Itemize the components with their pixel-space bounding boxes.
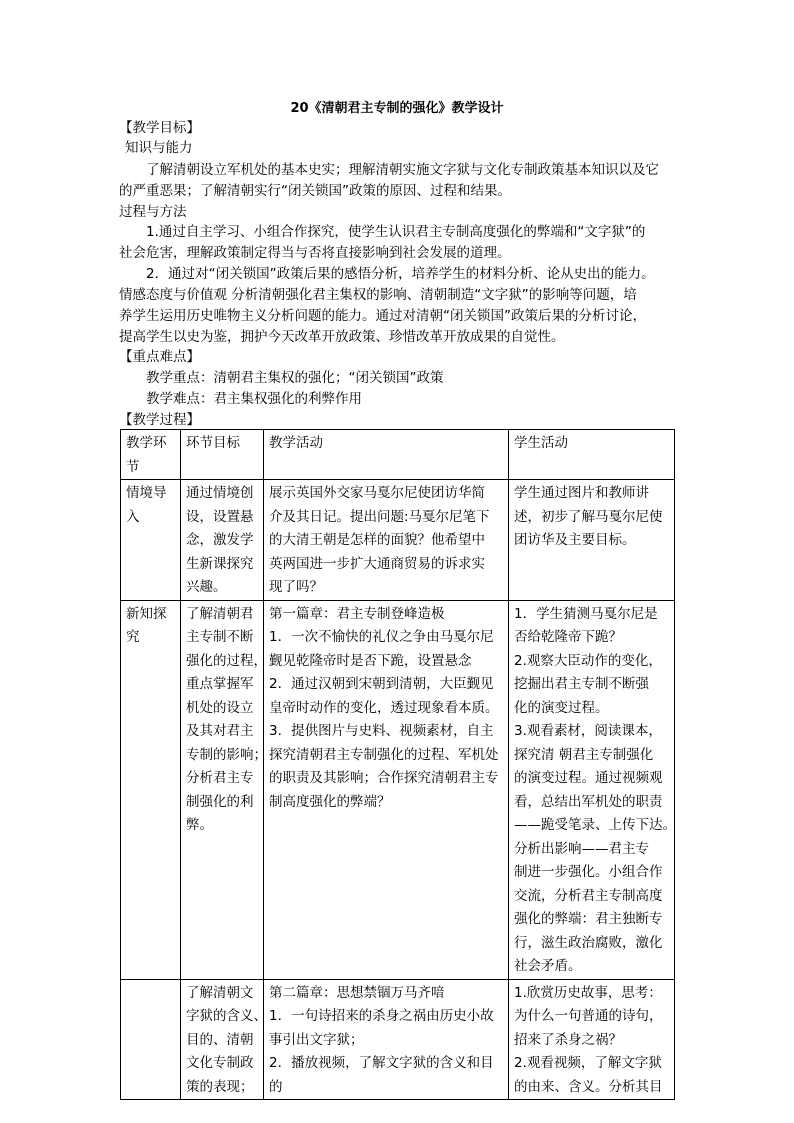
stage-cell bbox=[121, 979, 181, 1100]
header-stage: 教学环 节 bbox=[121, 430, 181, 480]
stage-cell: 情境导 入 bbox=[121, 480, 181, 601]
header-activity: 教学活动 bbox=[264, 430, 509, 480]
teaching-process-table bbox=[120, 429, 675, 1100]
student-cell: 学生通过图片和教师讲 述，初步了解马戛尔尼使 团访华及主要目标。 bbox=[509, 480, 675, 601]
attitude-line: 提高学生以史为鉴，拥护今天改革开放政策、珍惜改革开放成果的自觉性。 bbox=[119, 329, 565, 345]
table-row bbox=[121, 480, 675, 601]
knowledge-line: 了解清朝设立军机处的基本史实；理解清朝实施文字狱与文化专制政策基本知识以及它 bbox=[146, 162, 659, 178]
attitude-line: 情感态度与价值观 分析清朝强化君主集权的影响、清朝制造“文字狱”的影响等问题，培 bbox=[119, 287, 637, 303]
process-method-line: 2．通过对“闭关锁国”政策后果的感悟分析，培养学生的材料分析、论从史出的能力。 bbox=[146, 266, 655, 282]
header-student: 学生活动 bbox=[509, 430, 675, 480]
stage-cell: 新知探 究 bbox=[121, 600, 181, 979]
student-cell: 1．学生猜测马戛尔尼是 否给乾隆帝下跪？ 2.观察大臣动作的变化， 挖掘出君主专制不断强 化的演变过程。 3.观看素材，阅读课本， 探究清 朝君主专制强化 的演变过程。通过视频观 看，总结出军机处的职责 ——跪受笔录、上传下达。 分析出影响——君主专 制进一步强化。小组合作 交流，分析君主专制高度 强化的弊端：君主独断专 行，滋生政治腐败，激化 社会矛盾。 bbox=[509, 600, 675, 979]
goal-cell: 了解清朝文 字狱的含义、 目的、清朝 文化专制政 策的表现； bbox=[181, 979, 264, 1100]
table-row bbox=[121, 979, 675, 1100]
header-goal: 环节目标 bbox=[181, 430, 264, 480]
activity-cell: 展示英国外交家马戛尔尼使团访华简 介及其日记。提出问题:马戛尔尼笔下 的大清王朝是怎样的面貌？他希望中 英两国进一步扩大通商贸易的诉求实 现了吗？ bbox=[264, 480, 509, 601]
activity-cell: 第一篇章：君主专制登峰造极 1．一次不愉快的礼仪之争由马戛尔尼 觐见乾隆帝时是否下跪，设置悬念 2．通过汉朝到宋朝到清朝，大臣觐见 皇帝时动作的变化，透过现象看本质。 3．提供图片与史料、视频素材，自主 探究清朝君主专制强化的过程、军机处 的职责及其影响；合作探究清朝君主专 制高度强化的弊端？ bbox=[264, 600, 509, 979]
process-method-line: 1.通过自主学习、小组合作探究，使学生认识君主专制高度强化的弊端和“文字狱”的 bbox=[146, 224, 646, 240]
activity-cell: 第二篇章：思想禁锢万马齐喑 1．一句诗招来的杀身之祸由历史小故 事引出文字狱； 2．播放视频，了解文字狱的含义和目 的 bbox=[264, 979, 509, 1100]
attitude-line: 养学生运用历史唯物主义分析问题的能力。通过对清朝“闭关锁国”政策后果的分析讨论， bbox=[119, 308, 646, 324]
teaching-process-heading: 【教学过程】 bbox=[119, 412, 200, 428]
objectives-heading: 【教学目标】 bbox=[119, 120, 200, 136]
student-cell: 1.欣赏历史故事，思考： 为什么一句普通的诗句， 招来了杀身之祸？ 2.观看视频，了解文字狱 的由来、含义。分析其目 bbox=[509, 979, 675, 1100]
document-title: 20《清朝君主专制的强化》教学设计 bbox=[290, 101, 504, 116]
goal-cell: 通过情境创 设，设置悬 念，激发学 生新课探究 兴趣。 bbox=[181, 480, 264, 601]
knowledge-heading: 知识与能力 bbox=[125, 140, 193, 156]
teaching-focus: 教学重点：清朝君主集权的强化；“闭关锁国”政策 bbox=[146, 370, 444, 386]
teaching-difficulty: 教学难点：君主集权强化的利弊作用 bbox=[146, 391, 362, 407]
knowledge-line: 的严重恶果；了解清朝实行“闭关锁国”政策的原因、过程和结果。 bbox=[119, 183, 511, 199]
key-points-heading: 【重点难点】 bbox=[119, 349, 200, 365]
table-header-row bbox=[121, 430, 675, 480]
process-method-heading: 过程与方法 bbox=[119, 204, 187, 220]
table-row bbox=[121, 600, 675, 979]
process-method-line: 社会危害，理解政策制定得当与否将直接影响到社会发展的道理。 bbox=[119, 245, 511, 261]
goal-cell: 了解清朝君 主专制不断 强化的过程， 重点掌握军 机处的设立 及其对君主 专制的影响； 分析君主专 制强化的利 弊。 bbox=[181, 600, 264, 979]
